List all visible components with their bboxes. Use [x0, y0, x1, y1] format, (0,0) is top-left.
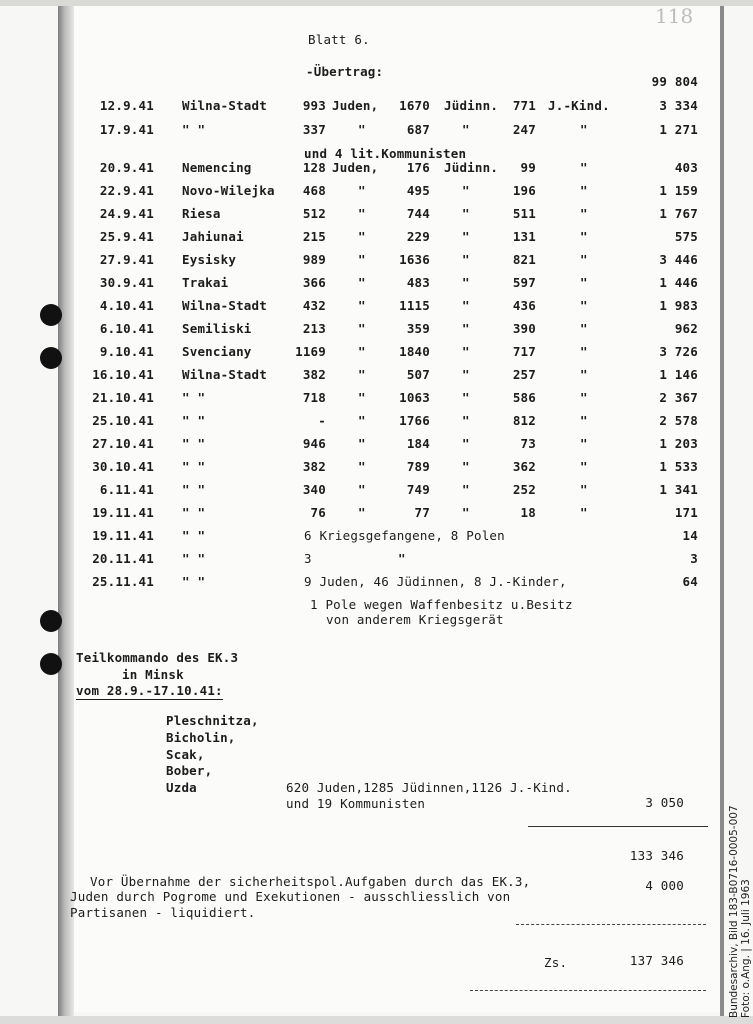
ditto-mark: " [462, 459, 470, 474]
row-count-women: 507 [406, 367, 430, 382]
row-count-men: 946 [302, 436, 326, 451]
row-count-women: 184 [406, 436, 430, 451]
row-place: " " [182, 436, 206, 451]
row-count-men: 382 [302, 459, 326, 474]
row-count-men: 337 [302, 122, 326, 137]
row-count-women: 1840 [399, 344, 430, 359]
row-place: Wilna-Stadt [182, 367, 267, 382]
ditto-mark: " [358, 459, 366, 474]
sum-rule [528, 826, 708, 827]
place-item: Bober, [166, 763, 213, 778]
row-total: 1 271 [659, 122, 698, 137]
row-date: 25.9.41 [99, 229, 154, 244]
grand-total: 137 346 [629, 953, 684, 968]
ditto-mark: " [358, 275, 366, 290]
row-total: 962 [674, 321, 698, 336]
place-item: Bicholin, [166, 730, 236, 745]
row-date: 27.10.41 [92, 436, 154, 451]
row-count-children: 717 [512, 344, 536, 359]
place-item: Pleschnitza, [166, 713, 259, 728]
row-count-children: 771 [512, 98, 536, 113]
ditto-mark: " [462, 275, 470, 290]
row-total: 1 767 [659, 206, 698, 221]
row-place: " " [182, 505, 206, 520]
ditto-mark: " [358, 252, 366, 267]
ditto-mark: " [358, 229, 366, 244]
row-total: 2 367 [659, 390, 698, 405]
teilkommando-total: 3 050 [645, 795, 684, 810]
row-total: 1 983 [659, 298, 698, 313]
row-count-women: 77 [414, 505, 430, 520]
ditto-mark: " [580, 122, 588, 137]
ditto-mark: " [580, 206, 588, 221]
carryover-value: 99 804 [651, 74, 698, 89]
ditto-mark: " [580, 459, 588, 474]
pre-note-line: Juden durch Pogrome und Exekutionen - ausschliesslich von [70, 889, 511, 904]
row-total: 64 [682, 574, 698, 589]
ditto-mark: " [358, 298, 366, 313]
punch-hole [40, 610, 62, 632]
punch-hole [40, 304, 62, 326]
row-count-women: 359 [406, 321, 430, 336]
row-count-children: 436 [512, 298, 536, 313]
row-count-women: 744 [406, 206, 430, 221]
row-count-men: 128 [302, 160, 326, 175]
carryover-label: -Übertrag: [306, 64, 384, 79]
row-date: 24.9.41 [99, 206, 154, 221]
row-total: 1 341 [659, 482, 698, 497]
row-total: 1 146 [659, 367, 698, 382]
ditto-mark: " [580, 413, 588, 428]
row-count-men: 366 [302, 275, 326, 290]
pencil-page-number: 118 [655, 4, 694, 28]
row-date: 27.9.41 [99, 252, 154, 267]
ditto-mark: " [580, 505, 588, 520]
row-count-children: 73 [520, 436, 536, 451]
ditto-mark: " [358, 482, 366, 497]
caption-line: Bundesarchiv, Bild 183-B0716-0005-007 [728, 805, 740, 1018]
ditto-mark: " [580, 275, 588, 290]
row-place: " " [182, 122, 206, 137]
ditto-mark: " [398, 551, 406, 566]
caption-line: Foto: o.Ang. | 16. Juli 1963 [740, 879, 752, 1018]
row-place: " " [182, 574, 206, 589]
ditto-mark: " [462, 344, 470, 359]
row-label-children: J.-Kind. [548, 98, 610, 113]
ditto-mark: " [358, 321, 366, 336]
row-count-men: 718 [302, 390, 326, 405]
archive-caption [728, 805, 752, 1018]
row-date: 22.9.41 [99, 183, 154, 198]
row-count-men: - [318, 413, 326, 428]
row-date: 4.10.41 [99, 298, 154, 313]
ditto-mark: " [580, 160, 588, 175]
row-count-children: 252 [512, 482, 536, 497]
row-date: 25.10.41 [92, 413, 154, 428]
row-label-men: Juden, [332, 98, 379, 113]
row-count-men: 512 [302, 206, 326, 221]
ditto-mark: " [580, 367, 588, 382]
row-total: 575 [674, 229, 698, 244]
row-count-children: 390 [512, 321, 536, 336]
teilkommando-heading: Teilkommando des EK.3 [76, 650, 239, 665]
ditto-mark: " [462, 206, 470, 221]
row-place: Svenciany [182, 344, 252, 359]
teilkommando-summary: und 19 Kommunisten [286, 796, 426, 811]
ditto-mark: " [462, 367, 470, 382]
ditto-mark: " [462, 482, 470, 497]
ditto-mark: " [358, 183, 366, 198]
sheet-right-edge [720, 6, 724, 1016]
row-total: 3 446 [659, 252, 698, 267]
row-place: Semiliski [182, 321, 252, 336]
row-date: 9.10.41 [99, 344, 154, 359]
grand-total-label: Zs. [544, 955, 568, 970]
row-total: 3 726 [659, 344, 698, 359]
ditto-mark: " [462, 252, 470, 267]
row-date: 30.9.41 [99, 275, 154, 290]
row-count-children: 597 [512, 275, 536, 290]
row-place: " " [182, 551, 206, 566]
row-total: 1 203 [659, 436, 698, 451]
row-count-children: 196 [512, 183, 536, 198]
sheet-title: Blatt 6. [308, 32, 370, 47]
row-total: 2 578 [659, 413, 698, 428]
row-label-women: Jüdinn. [444, 160, 499, 175]
row-count-women: 495 [406, 183, 430, 198]
row-total: 3 [690, 551, 698, 566]
pre-note-line: Partisanen - liquidiert. [70, 905, 256, 920]
ditto-mark: " [462, 505, 470, 520]
row-date: 6.11.41 [99, 482, 154, 497]
ditto-mark: " [580, 321, 588, 336]
row-count-women: 229 [406, 229, 430, 244]
row-date: 21.10.41 [92, 390, 154, 405]
sum-rule [470, 990, 706, 991]
row-date: 12.9.41 [99, 98, 154, 113]
row-note: 6 Kriegsgefangene, 8 Polen [304, 528, 505, 543]
row-date: 25.11.41 [92, 574, 154, 589]
ditto-mark: " [358, 505, 366, 520]
teilkommando-period: vom 28.9.-17.10.41: [76, 683, 223, 698]
ditto-mark: " [462, 436, 470, 451]
row-count-men: 1169 [295, 344, 326, 359]
punch-hole [40, 653, 62, 675]
ditto-mark: " [358, 122, 366, 137]
row-place: Wilna-Stadt [182, 298, 267, 313]
row-count-children: 131 [512, 229, 536, 244]
row-count-men: 215 [302, 229, 326, 244]
ditto-mark: " [358, 436, 366, 451]
ditto-mark: " [580, 390, 588, 405]
row-count-men: 213 [302, 321, 326, 336]
ditto-mark: " [580, 229, 588, 244]
ditto-mark: " [580, 298, 588, 313]
row-place: Trakai [182, 275, 229, 290]
row-count-women: 483 [406, 275, 430, 290]
row-place: " " [182, 413, 206, 428]
row-total: 1 446 [659, 275, 698, 290]
row-count-women: 1636 [399, 252, 430, 267]
ditto-mark: " [462, 229, 470, 244]
ditto-mark: " [358, 413, 366, 428]
row-count-men: 340 [302, 482, 326, 497]
row-date: 20.9.41 [99, 160, 154, 175]
row-date: 17.9.41 [99, 122, 154, 137]
row-count-men: 382 [302, 367, 326, 382]
ditto-mark: " [462, 321, 470, 336]
note-line: 1 Pole wegen Waffenbesitz u.Besitz [310, 597, 573, 612]
row-place: " " [182, 482, 206, 497]
row-place: Riesa [182, 206, 221, 221]
row-count-women: 789 [406, 459, 430, 474]
row-place: Novo-Wilejka [182, 183, 275, 198]
ditto-mark: " [358, 390, 366, 405]
photo-frame-bottom [0, 1016, 753, 1024]
row-count-children: 812 [512, 413, 536, 428]
row-count-children: 247 [512, 122, 536, 137]
ditto-mark: " [462, 298, 470, 313]
ditto-mark: " [358, 206, 366, 221]
row-count-children: 586 [512, 390, 536, 405]
row-count-men: 468 [302, 183, 326, 198]
row-count-women: 1115 [399, 298, 430, 313]
binding-edge [58, 6, 74, 1016]
ditto-mark: " [580, 482, 588, 497]
row-count-children: 257 [512, 367, 536, 382]
row-note: 9 Juden, 46 Jüdinnen, 8 J.-Kinder, [304, 574, 567, 589]
row-place: " " [182, 390, 206, 405]
row-count-men: 993 [302, 98, 326, 113]
row-count-children: 18 [520, 505, 536, 520]
note-line: von anderem Kriegsgerät [326, 612, 504, 627]
punch-hole [40, 347, 62, 369]
row-count-children: 511 [512, 206, 536, 221]
row-label-men: Juden, [332, 160, 379, 175]
ditto-mark: " [580, 183, 588, 198]
ditto-mark: " [580, 436, 588, 451]
row-date: 19.11.41 [92, 528, 154, 543]
sum-rule [516, 924, 706, 925]
row-place: Eysisky [182, 252, 237, 267]
row-count-women: 1670 [399, 98, 430, 113]
subtotal: 133 346 [629, 848, 684, 863]
ditto-mark: " [358, 344, 366, 359]
row-date: 19.11.41 [92, 505, 154, 520]
row-count-men: 76 [310, 505, 326, 520]
place-item: Scak, [166, 747, 205, 762]
row-label-women: Jüdinn. [444, 98, 499, 113]
row-date: 20.11.41 [92, 551, 154, 566]
row-note: 3 [304, 551, 312, 566]
ditto-mark: " [580, 252, 588, 267]
row-count-children: 821 [512, 252, 536, 267]
row-total: 1 533 [659, 459, 698, 474]
ditto-mark: " [462, 413, 470, 428]
row-total: 3 334 [659, 98, 698, 113]
row-date: 16.10.41 [92, 367, 154, 382]
pre-note-line: Vor Übernahme der sicherheitspol.Aufgaben durch das EK.3, [90, 874, 531, 889]
row-count-women: 687 [406, 122, 430, 137]
row-place: " " [182, 528, 206, 543]
teilkommando-location: in Minsk [122, 667, 184, 682]
ditto-mark: " [358, 367, 366, 382]
row-date: 6.10.41 [99, 321, 154, 336]
row-place: Nemencing [182, 160, 252, 175]
row-place: " " [182, 459, 206, 474]
row-count-women: 749 [406, 482, 430, 497]
place-item: Uzda [166, 780, 197, 795]
row-extra-note: und 4 lit.Kommunisten [304, 146, 467, 161]
row-total: 1 159 [659, 183, 698, 198]
row-total: 403 [674, 160, 698, 175]
row-count-children: 362 [512, 459, 536, 474]
ditto-mark: " [462, 390, 470, 405]
row-place: Wilna-Stadt [182, 98, 267, 113]
pre-note-total: 4 000 [645, 878, 684, 893]
row-count-women: 176 [406, 160, 430, 175]
row-count-children: 99 [520, 160, 536, 175]
ditto-mark: " [462, 183, 470, 198]
row-count-men: 989 [302, 252, 326, 267]
row-total: 14 [682, 528, 698, 543]
row-count-men: 432 [302, 298, 326, 313]
teilkommando-summary: 620 Juden,1285 Jüdinnen,1126 J.-Kind. [286, 780, 572, 795]
row-total: 171 [674, 505, 698, 520]
row-place: Jahiunai [182, 229, 244, 244]
row-date: 30.10.41 [92, 459, 154, 474]
row-count-women: 1766 [399, 413, 430, 428]
ditto-mark: " [462, 122, 470, 137]
row-count-women: 1063 [399, 390, 430, 405]
ditto-mark: " [580, 344, 588, 359]
